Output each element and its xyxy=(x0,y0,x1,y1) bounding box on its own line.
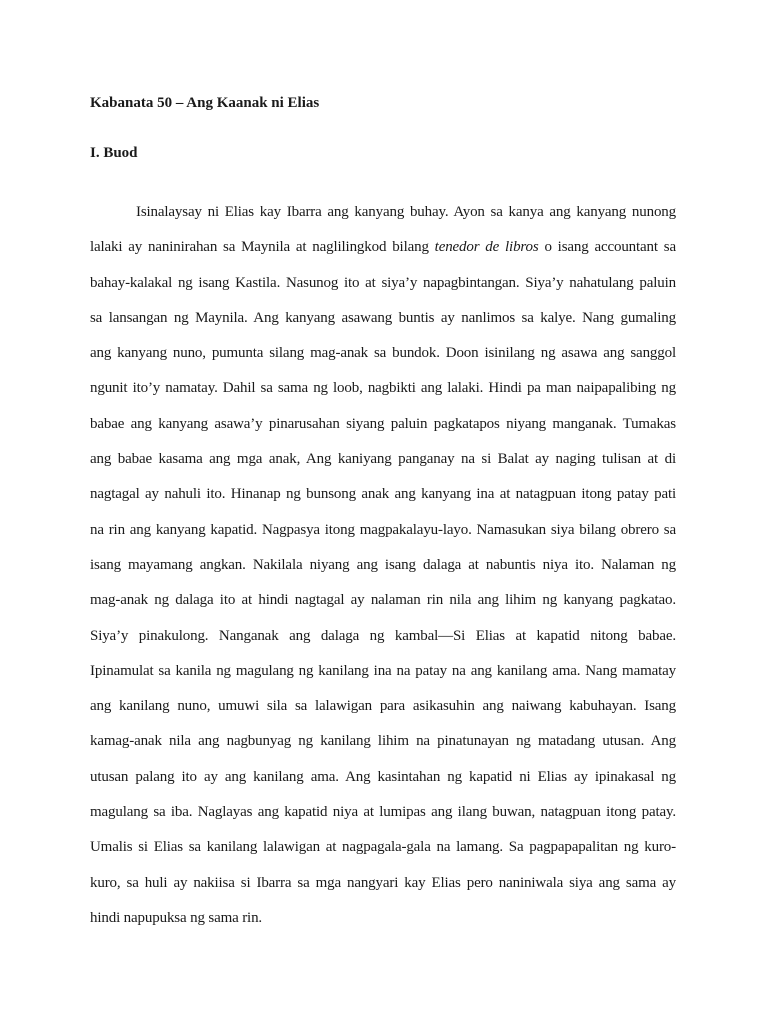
section-heading-buod: I. Buod xyxy=(90,145,138,161)
paragraph-line: sa lansangan ng Maynila. Ang kanyang asawang buntis ay nanlimos sa kalye. Nang gumaling xyxy=(90,309,676,326)
paragraph-line: ngunit ito’y namatay. Dahil sa sama ng loob, nagbikti ang lalaki. Hindi pa man naipapalibing ng xyxy=(90,380,676,397)
paragraph-line: magulang sa iba. Naglayas ang kapatid niya at lumipas ang ilang buwan, natagpuan itong patay. xyxy=(90,804,676,821)
paragraph-line: mag-anak ng dalaga ito at hindi nagtagal ay nalaman rin nila ang lihim ng kanyang pagkatao. xyxy=(90,592,676,609)
paragraph-line: nagtagal ay nahuli ito. Hinanap ng bunsong anak ang kanyang ina at natagpuan itong patay pati xyxy=(90,486,676,503)
paragraph-line: kuro, sa huli ay nakiisa si Ibarra sa mga nangyari kay Elias pero naniniwala siya ang sama ay xyxy=(90,874,676,891)
paragraph-line: Siya’y pinakulong. Nanganak ang dalaga ng kambal—Si Elias at kapatid nitong babae. xyxy=(90,627,676,644)
paragraph-line xyxy=(90,230,676,265)
paragraph-line: hindi napupuksa ng sama rin. xyxy=(90,909,263,926)
chapter-title: Kabanata 50 – Ang Kaanak ni Elias xyxy=(90,95,320,111)
paragraph-line-text: lalaki ay naninirahan sa Maynila at naglilingkod bilang xyxy=(90,239,435,256)
paragraph-line: isang mayamang angkan. Nakilala niyang ang isang dalaga at nabuntis niya ito. Nalaman ng xyxy=(90,556,676,573)
paragraph-line: Umalis si Elias sa kanilang lalawigan at nagpagala-gala na lamang. Sa pagpapapalitan ng kuro- xyxy=(90,839,676,856)
italic-term: tenedor de libros xyxy=(434,239,539,256)
paragraph-line: ang babae kasama ang mga anak, Ang kaniyang panganay na si Balat ay naging tulisan at di xyxy=(90,451,676,468)
paragraph-line: na rin ang kanyang kapatid. Nagpasya itong magpakalayu-layo. Namasukan siya bilang obrero sa xyxy=(90,521,676,538)
summary-paragraph xyxy=(90,195,676,936)
paragraph-line: ang kanyang nuno, pumunta silang mag-anak sa bundok. Doon isinilang ng asawa ang sanggol xyxy=(90,345,676,362)
paragraph-line: Ipinamulat sa kanila ng magulang ng kanilang ina na patay na ang kanilang ama. Nang mamatay xyxy=(90,662,676,679)
paragraph-line: Isinalaysay ni Elias kay Ibarra ang kanyang buhay. Ayon sa kanya ang kanyang nunong xyxy=(136,204,676,220)
paragraph-line: utusan palang ito ay ang kanilang ama. Ang kasintahan ng kapatid ni Elias ay ipinakasal ng xyxy=(90,768,676,785)
paragraph-line: bahay-kalakal ng isang Kastila. Nasunog ito at siya’y napagbintangan. Siya’y nahatulang paluin xyxy=(90,274,676,291)
paragraph-line: ang kanilang nuno, umuwi sila sa lalawigan para asikasuhin ang naiwang kabuhayan. Isang xyxy=(90,698,676,715)
paragraph-line: kamag-anak nila ang nagbunyag ng kanilang lihim na pinatunayan ng matadang utusan. Ang xyxy=(90,733,676,750)
paragraph-line-text: o isang accountant sa xyxy=(538,239,676,256)
paragraph-line: babae ang kanyang asawa’y pinarusahan siyang paluin pagkatapos niyang manganak. Tumakas xyxy=(90,415,676,432)
